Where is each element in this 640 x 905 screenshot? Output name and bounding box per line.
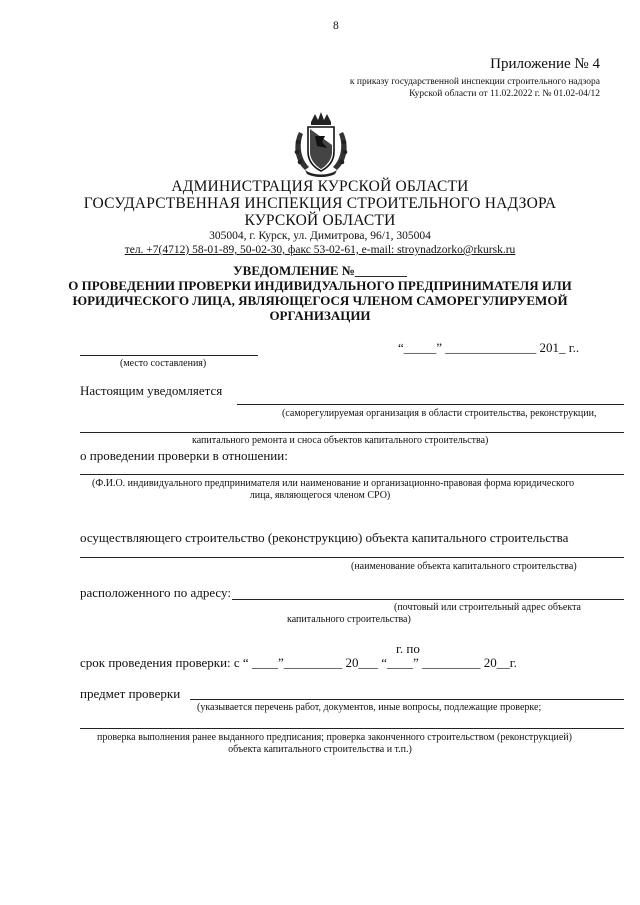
address-field-line[interactable]: [232, 599, 624, 600]
sro-caption-2: капитального ремонта и сноса объектов капитального строительства): [192, 435, 489, 446]
example-caption: проверка выполнения ранее выданного предписания; проверка законченного строительством (реконструкцией): [97, 732, 572, 743]
object-field-line[interactable]: [80, 557, 624, 558]
sro-field-line[interactable]: [237, 404, 624, 405]
period-field[interactable]: срок проведения проверки: с “ ____”_________ 20___ “____” _________ 20__г.: [80, 655, 517, 670]
construction-label: осуществляющего строительство (реконструкцию) объекта капитального строительства: [80, 530, 569, 545]
org-contacts: тел. +7(4712) 58-01-89, 50-02-30, факс 53-02-61, e-mail: stroynadzorko@rkursk.ru: [124, 244, 516, 256]
notice-title-line1: О ПРОВЕДЕНИИ ПРОВЕРКИ ИНДИВИДУАЛЬНОГО ПРЕДПРИНИМАТЕЛЯ ИЛИ: [68, 278, 572, 293]
place-caption: (место составления): [120, 358, 207, 369]
example-caption-2: объекта капитального строительства и т.п.): [228, 744, 412, 755]
notice-number-title: УВЕДОМЛЕНИЕ №________: [233, 263, 407, 278]
place-field-line[interactable]: [80, 355, 258, 356]
appendix-order-line1: к приказу государственной инспекции строительного надзора: [349, 77, 600, 87]
address-label: расположенного по адресу:: [80, 585, 231, 600]
appendix-title: Приложение № 4: [490, 56, 600, 72]
address-caption: (почтовый или строительный адрес объекта: [394, 602, 581, 613]
subject-label: предмет проверки: [80, 686, 181, 701]
object-caption: (наименование объекта капитального строительства): [351, 561, 577, 572]
appendix-order-line2: Курской области от 11.02.2022 г. № 01.02-04/12: [409, 89, 600, 99]
subject-field-line[interactable]: [190, 699, 624, 700]
sro-caption: (саморегулируемая организация в области строительства, реконструкции,: [282, 408, 597, 419]
notified-label: Настоящим уведомляется: [80, 383, 223, 398]
org-name-line3: КУРСКОЙ ОБЛАСТИ: [244, 212, 396, 229]
notice-title-line2: ЮРИДИЧЕСКОГО ЛИЦА, ЯВЛЯЮЩЕГОСЯ ЧЛЕНОМ САМОРЕГУЛИРУЕМОЙ: [72, 293, 568, 308]
org-address: 305004, г. Курск, ул. Димитрова, 96/1, 305004: [209, 230, 431, 242]
person-caption-2: лица, являющегося членом СРО): [249, 490, 391, 501]
org-name-line1: АДМИНИСТРАЦИЯ КУРСКОЙ ОБЛАСТИ: [171, 178, 469, 195]
address-caption-2: капитального строительства): [287, 614, 411, 625]
inspection-label: о проведении проверки в отношении:: [80, 448, 288, 463]
subject-caption: (указывается перечень работ, документов, иные вопросы, подлежащие проверке;: [197, 702, 542, 713]
person-caption: (Ф.И.О. индивидуального предпринимателя или наименование и организационно-правовая форма юридического: [92, 478, 575, 489]
coat-of-arms-emblem: [291, 112, 351, 178]
date-field[interactable]: “_____” ______________ 201_ г..: [398, 340, 580, 355]
sro-field-line2[interactable]: [80, 432, 624, 433]
page-number: 8: [333, 20, 339, 32]
subject-field-line2[interactable]: [80, 728, 624, 729]
notice-title-line3: ОРГАНИЗАЦИИ: [269, 308, 371, 323]
period-to-label: г. по: [396, 641, 420, 656]
org-name-line2: ГОСУДАРСТВЕННАЯ ИНСПЕКЦИЯ СТРОИТЕЛЬНОГО НАДЗОРА: [83, 195, 557, 212]
person-field-line[interactable]: [80, 474, 624, 475]
